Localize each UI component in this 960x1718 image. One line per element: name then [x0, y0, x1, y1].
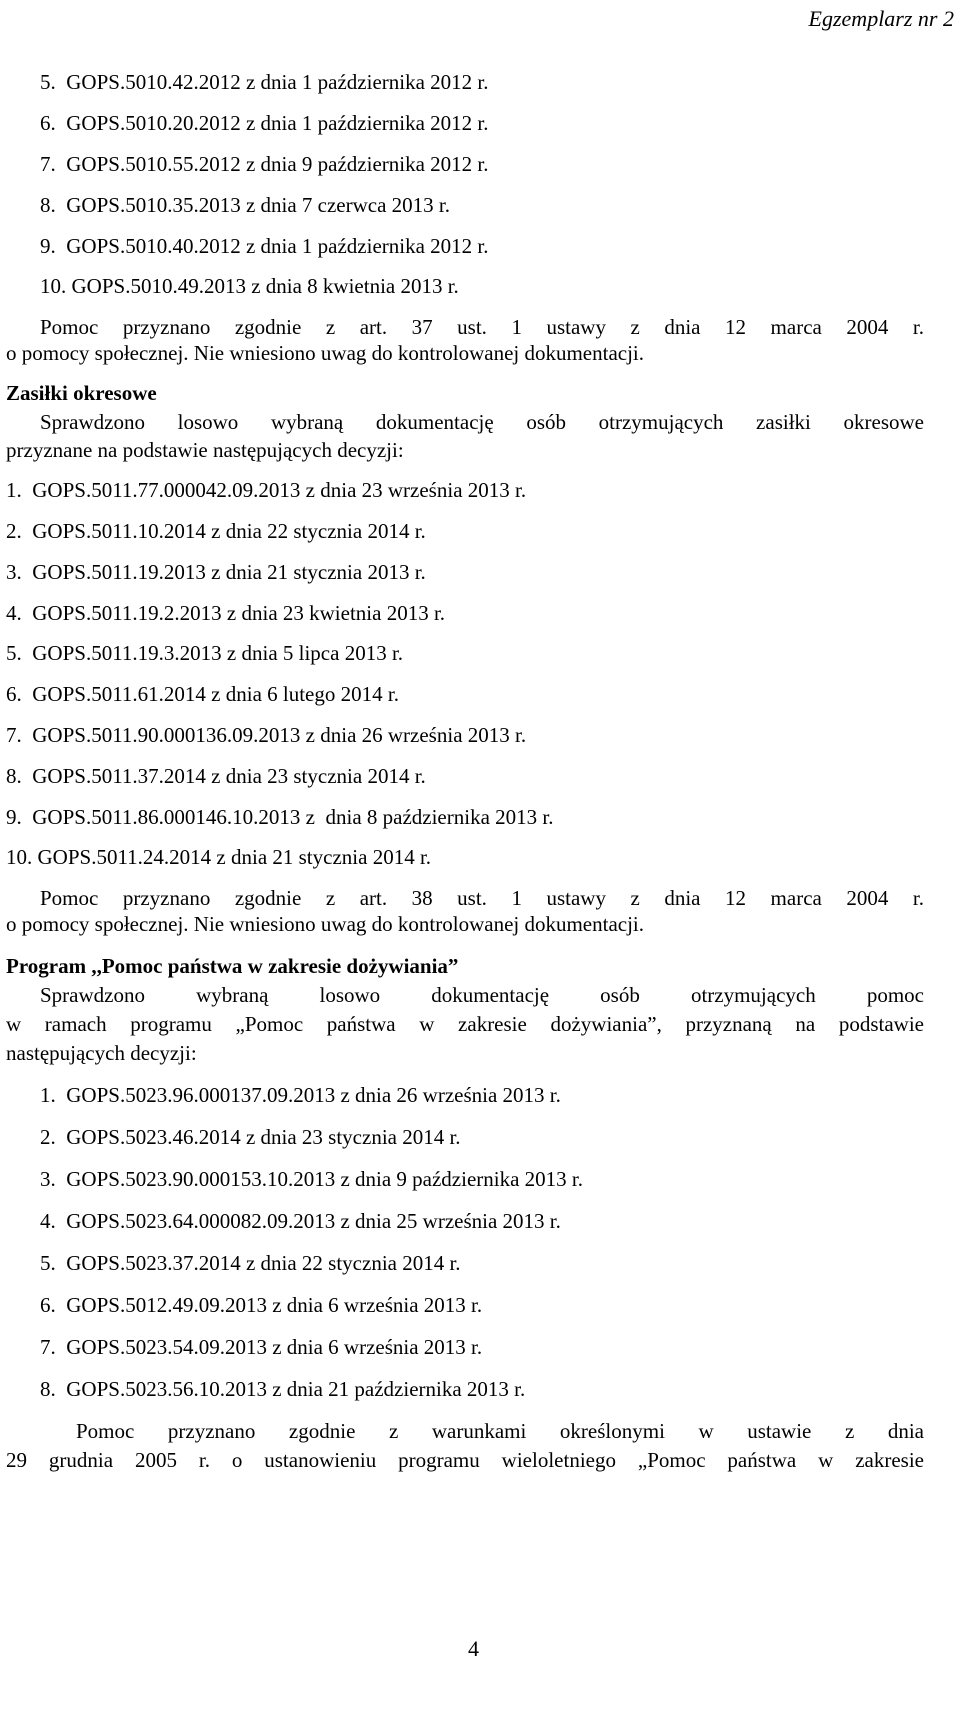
paragraph-line: Sprawdzono losowo wybraną dokumentację osób otrzymujących zasiłki okresowe [40, 410, 924, 434]
paragraph-line: w ramach programu „Pomoc państwa w zakresie dożywiania”, przyznaną na podstawie [6, 1012, 924, 1036]
page-number: 4 [468, 1636, 479, 1661]
list-item: 8. GOPS.5010.35.2013 z dnia 7 czerwca 2013 r. [40, 193, 451, 217]
list-item: 7. GOPS.5023.54.09.2013 z dnia 6 września 2013 r. [40, 1335, 483, 1359]
paragraph-line: Sprawdzono wybraną losowo dokumentację osób otrzymujących pomoc [40, 983, 924, 1007]
list-item: 3. GOPS.5023.90.000153.10.2013 z dnia 9 października 2013 r. [40, 1167, 584, 1191]
paragraph-line: przyznane na podstawie następujących decyzji: [6, 438, 404, 462]
paragraph-line: następujących decyzji: [6, 1041, 197, 1065]
list-item: 2. GOPS.5023.46.2014 z dnia 23 stycznia 2014 r. [40, 1125, 461, 1149]
list-item: 7. GOPS.5011.90.000136.09.2013 z dnia 26 września 2013 r. [6, 723, 527, 747]
list-item: 4. GOPS.5011.19.2.2013 z dnia 23 kwietnia 2013 r. [6, 601, 446, 625]
list-item: 3. GOPS.5011.19.2013 z dnia 21 stycznia 2013 r. [6, 560, 426, 584]
list-item: 10. GOPS.5011.24.2014 z dnia 21 stycznia 2014 r. [6, 845, 432, 869]
list-item: 1. GOPS.5011.77.000042.09.2013 z dnia 23 września 2013 r. [6, 478, 527, 502]
paragraph-line: Pomoc przyznano zgodnie z warunkami określonymi w ustawie z dnia [76, 1419, 924, 1443]
paragraph-line: o pomocy społecznej. Nie wniesiono uwag do kontrolowanej dokumentacji. [6, 341, 645, 365]
list-item: 6. GOPS.5012.49.09.2013 z dnia 6 września 2013 r. [40, 1293, 483, 1317]
list-item: 1. GOPS.5023.96.000137.09.2013 z dnia 26 września 2013 r. [40, 1083, 561, 1107]
paragraph-line: Pomoc przyznano zgodnie z art. 37 ust. 1 ustawy z dnia 12 marca 2004 r. [40, 315, 924, 339]
list-item: 6. GOPS.5010.20.2012 z dnia 1 października 2012 r. [40, 111, 489, 135]
section-heading: Program ,,Pomoc państwa w zakresie dożywiania” [6, 954, 459, 978]
list-item: 8. GOPS.5011.37.2014 z dnia 23 stycznia 2014 r. [6, 764, 426, 788]
list-item: 8. GOPS.5023.56.10.2013 z dnia 21 października 2013 r. [40, 1377, 526, 1401]
list-item: 7. GOPS.5010.55.2012 z dnia 9 października 2012 r. [40, 152, 489, 176]
list-item: 4. GOPS.5023.64.000082.09.2013 z dnia 25 września 2013 r. [40, 1209, 561, 1233]
list-item: 2. GOPS.5011.10.2014 z dnia 22 stycznia 2014 r. [6, 519, 426, 543]
list-item: 6. GOPS.5011.61.2014 z dnia 6 lutego 2014 r. [6, 682, 399, 706]
list-item: 5. GOPS.5023.37.2014 z dnia 22 stycznia 2014 r. [40, 1251, 461, 1275]
paragraph-line: o pomocy społecznej. Nie wniesiono uwag do kontrolowanej dokumentacji. [6, 912, 645, 936]
list-item: 5. GOPS.5011.19.3.2013 z dnia 5 lipca 2013 r. [6, 641, 404, 665]
section-heading: Zasiłki okresowe [6, 381, 157, 405]
paragraph-line: 29 grudnia 2005 r. o ustanowieniu programu wieloletniego „Pomoc państwa w zakresie [6, 1448, 924, 1472]
list-item: 9. GOPS.5011.86.000146.10.2013 z dnia 8 października 2013 r. [6, 805, 554, 829]
list-item: 9. GOPS.5010.40.2012 z dnia 1 października 2012 r. [40, 234, 489, 258]
paragraph-line: Pomoc przyznano zgodnie z art. 38 ust. 1 ustawy z dnia 12 marca 2004 r. [40, 886, 924, 910]
list-item: 5. GOPS.5010.42.2012 z dnia 1 października 2012 r. [40, 70, 489, 94]
list-item: 10. GOPS.5010.49.2013 z dnia 8 kwietnia 2013 r. [40, 274, 459, 298]
copy-number: Egzemplarz nr 2 [808, 6, 954, 31]
